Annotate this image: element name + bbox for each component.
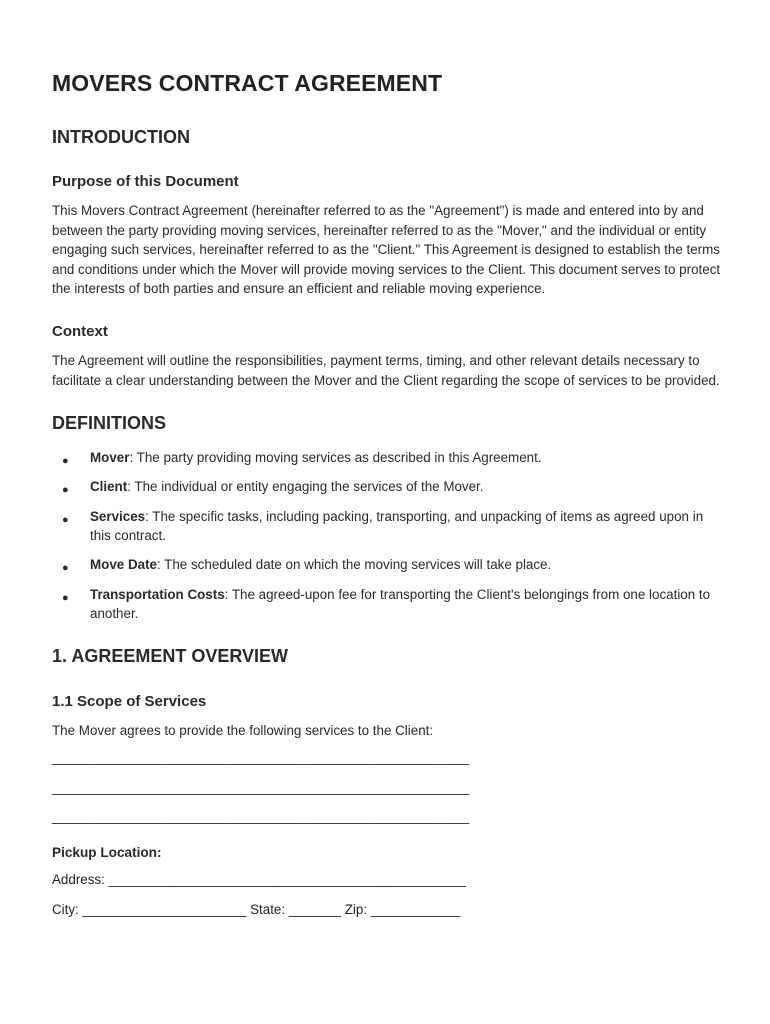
- bullet-icon: ●: [62, 484, 69, 497]
- services-blank-line-2[interactable]: ________________________________________________________: [52, 779, 470, 795]
- definition-text: : The party providing moving services as described in this Agreement.: [129, 450, 542, 466]
- introduction-heading: INTRODUCTION: [52, 127, 190, 147]
- address-row: [52, 870, 722, 890]
- definitions-heading: DEFINITIONS: [52, 413, 167, 434]
- definition-item-move-date: [52, 555, 722, 575]
- document-page: [52, 70, 722, 919]
- purpose-heading: Purpose of this Document: [52, 173, 239, 190]
- address-label: Address:: [52, 872, 105, 888]
- definition-term: Transportation Costs: [90, 586, 225, 602]
- definition-item-mover: [52, 448, 722, 468]
- definition-text: : The scheduled date on which the moving services will take place.: [156, 557, 552, 573]
- definition-term: Move Date: [90, 557, 157, 573]
- definition-text: : The agreed-upon fee for transporting the Client's belongings from one location to another.: [90, 586, 711, 622]
- address-field[interactable]: ________________________________________________: [108, 872, 467, 888]
- definition-text: : The specific tasks, including packing, transporting, and unpacking of items as agreed upon in this contract.: [90, 508, 704, 544]
- context-heading: Context: [52, 322, 108, 340]
- scope-of-services-heading: 1.1 Scope of Services: [52, 692, 207, 710]
- services-blank-line-3[interactable]: ________________________________________________________: [52, 809, 470, 825]
- scope-paragraph: The Mover agrees to provide the following services to the Client:: [52, 722, 434, 738]
- definition-item-client: [52, 477, 722, 497]
- definitions-list: [52, 448, 722, 624]
- bullet-icon: ●: [62, 455, 69, 468]
- agreement-overview-heading: 1. AGREEMENT OVERVIEW: [52, 645, 289, 666]
- definition-term: Mover: [90, 450, 130, 466]
- zip-label: Zip:: [344, 901, 368, 917]
- purpose-paragraph: This Movers Contract Agreement (hereinafter referred to as the "Agreement") is made and entered into by and between the party providing moving services, hereinafter referred to as the "Mover," and the individual or entity engaging such services, hereinafter referred to as the "Client." This Agreement is designed to establish the terms and conditions under which the Mover will provide moving services to the Client. This document serves to protect the interests of both parties and ensure an efficient and reliable moving experience.: [52, 203, 721, 297]
- definition-text: : The individual or entity engaging the services of the Mover.: [127, 479, 484, 495]
- city-field[interactable]: ______________________: [82, 901, 247, 917]
- pickup-location-heading: Pickup Location:: [52, 845, 162, 861]
- state-label: State:: [250, 901, 286, 917]
- city-state-zip-row: [52, 900, 722, 920]
- zip-field[interactable]: ____________: [370, 901, 461, 917]
- state-field[interactable]: _______: [288, 901, 341, 917]
- document-title: MOVERS CONTRACT AGREEMENT: [52, 70, 443, 96]
- bullet-icon: ●: [62, 562, 69, 575]
- definition-term: Client: [90, 479, 128, 495]
- definition-item-transportation-costs: [52, 585, 722, 624]
- context-paragraph: The Agreement will outline the responsibilities, payment terms, timing, and other relevant details necessary to facilitate a clear understanding between the Mover and the Client regarding the scope of services to be provided.: [52, 352, 720, 388]
- bullet-icon: ●: [62, 591, 69, 604]
- city-label: City:: [52, 901, 79, 917]
- bullet-icon: ●: [62, 513, 69, 526]
- definition-item-services: [52, 507, 722, 546]
- definition-term: Services: [90, 508, 146, 524]
- services-blank-line-1[interactable]: ________________________________________________________: [52, 750, 470, 766]
